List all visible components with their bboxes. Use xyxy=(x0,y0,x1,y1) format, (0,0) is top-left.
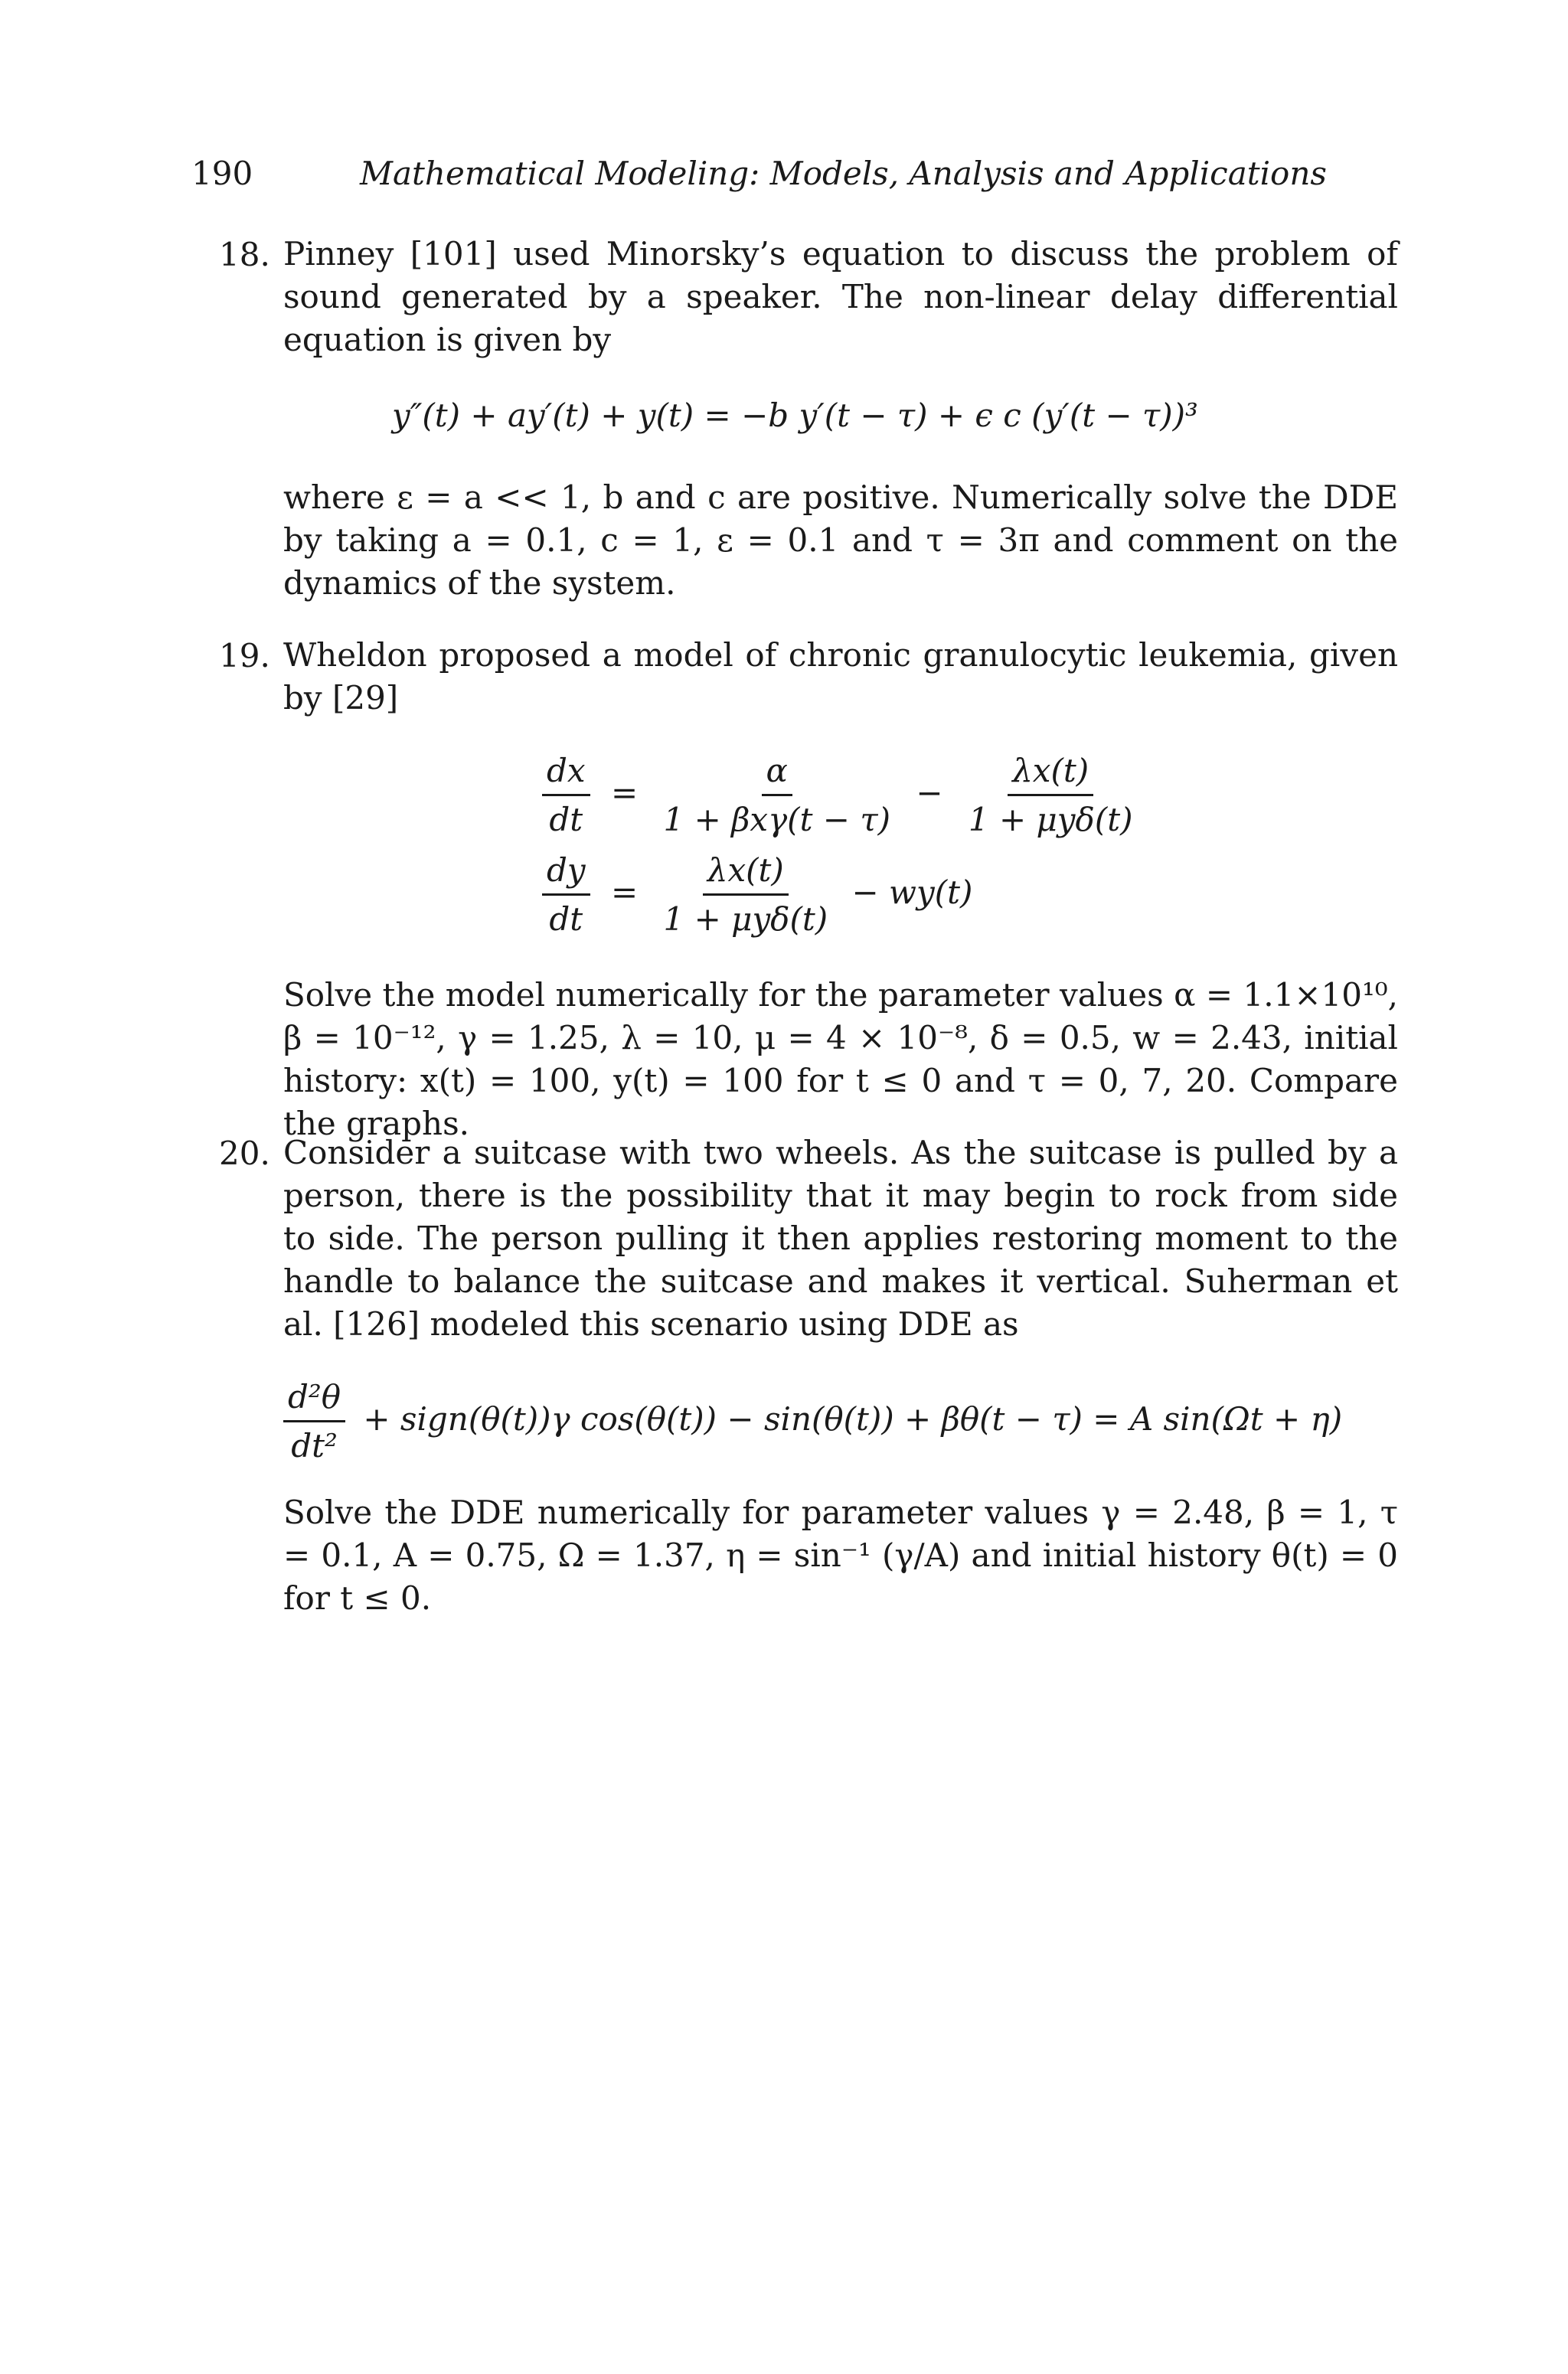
fraction-numerator: α xyxy=(762,752,792,796)
equals-sign: = xyxy=(610,873,639,911)
problem-18-number: 18. xyxy=(219,236,270,273)
page-number: 190 xyxy=(191,155,253,192)
problem-20-equation xyxy=(283,1378,1342,1465)
fraction-numerator: λx(t) xyxy=(1008,752,1093,796)
fraction-numerator: λx(t) xyxy=(703,851,789,896)
problem-18-equation: y″(t) + ay′(t) + y(t) = −b y′(t − τ) + ϵ c (y′(t − τ))³ xyxy=(392,397,1198,434)
problem-18-after-text: where ε = a << 1, b and c are positive. Numerically solve the DDE by taking a = 0.1, c = 1, ε = 0.1 and τ = 3π and comment on the dynamics of the system. xyxy=(283,478,1398,602)
equation-tail: − wy(t) xyxy=(851,873,973,911)
running-title: Mathematical Modeling: Models, Analysis and Applications xyxy=(360,155,1327,192)
fraction-numerator: dx xyxy=(542,752,590,796)
fraction-denominator: 1 + μyδ(t) xyxy=(663,900,828,938)
minus-sign: − xyxy=(916,773,943,811)
equation-rest: + sign(θ(t))γ cos(θ(t)) − sin(θ(t)) + βθ(t − τ) = A sin(Ωt + η) xyxy=(363,1399,1343,1438)
fraction-numerator: d²θ xyxy=(283,1378,345,1422)
fraction-denominator: dt² xyxy=(291,1427,338,1465)
problem-20-after-text: Solve the DDE numerically for parameter values γ = 2.48, β = 1, τ = 0.1, A = 0.75, Ω = 1.37, η = sin⁻¹ (γ/A) and initial history θ(t) = 0 for t ≤ 0. xyxy=(283,1494,1398,1617)
dy-dt-fraction xyxy=(542,851,590,938)
problem-20-text: Consider a suitcase with two wheels. As the suitcase is pulled by a person, there is the possibility that it may begin to rock from side to side. The person pulling it then applies restoring moment to the handle to balance the suitcase and makes it vertical. Suherman et al. [126] modeled this scenario using DDE as xyxy=(283,1134,1398,1343)
problem-20-number: 20. xyxy=(219,1135,270,1172)
fraction-denominator: dt xyxy=(549,801,583,838)
fraction-denominator: dt xyxy=(549,900,583,938)
fraction-numerator: dy xyxy=(542,851,590,896)
fraction-denominator: 1 + βxγ(t − τ) xyxy=(663,801,890,838)
equals-sign: = xyxy=(610,773,639,811)
problem-19-equation-2 xyxy=(542,851,972,938)
problem-19-text: Wheldon proposed a model of chronic granulocytic leukemia, given by [29] xyxy=(283,636,1398,717)
alpha-fraction xyxy=(659,752,895,838)
lambda-fraction xyxy=(964,752,1138,838)
problem-19-equation-1 xyxy=(542,752,1137,838)
problem-19-number: 19. xyxy=(219,637,270,674)
fraction-denominator: 1 + μyδ(t) xyxy=(968,801,1133,838)
lambda-fraction xyxy=(659,851,833,938)
second-derivative-fraction xyxy=(283,1378,345,1465)
dx-dt-fraction xyxy=(542,752,590,838)
problem-19-after-text: Solve the model numerically for the parameter values α = 1.1×10¹⁰, β = 10⁻¹², γ = 1.25, λ = 10, μ = 4 × 10⁻⁸, δ = 0.5, w = 2.43, initial history: x(t) = 100, y(t) = 100 for t ≤ 0 and τ = 0, 7, 20. Compare the graphs. xyxy=(283,976,1398,1142)
problem-18-text: Pinney [101] used Minorsky’s equation to discuss the problem of sound generated by a speaker. The non-linear delay differential equation is given by xyxy=(283,235,1398,358)
